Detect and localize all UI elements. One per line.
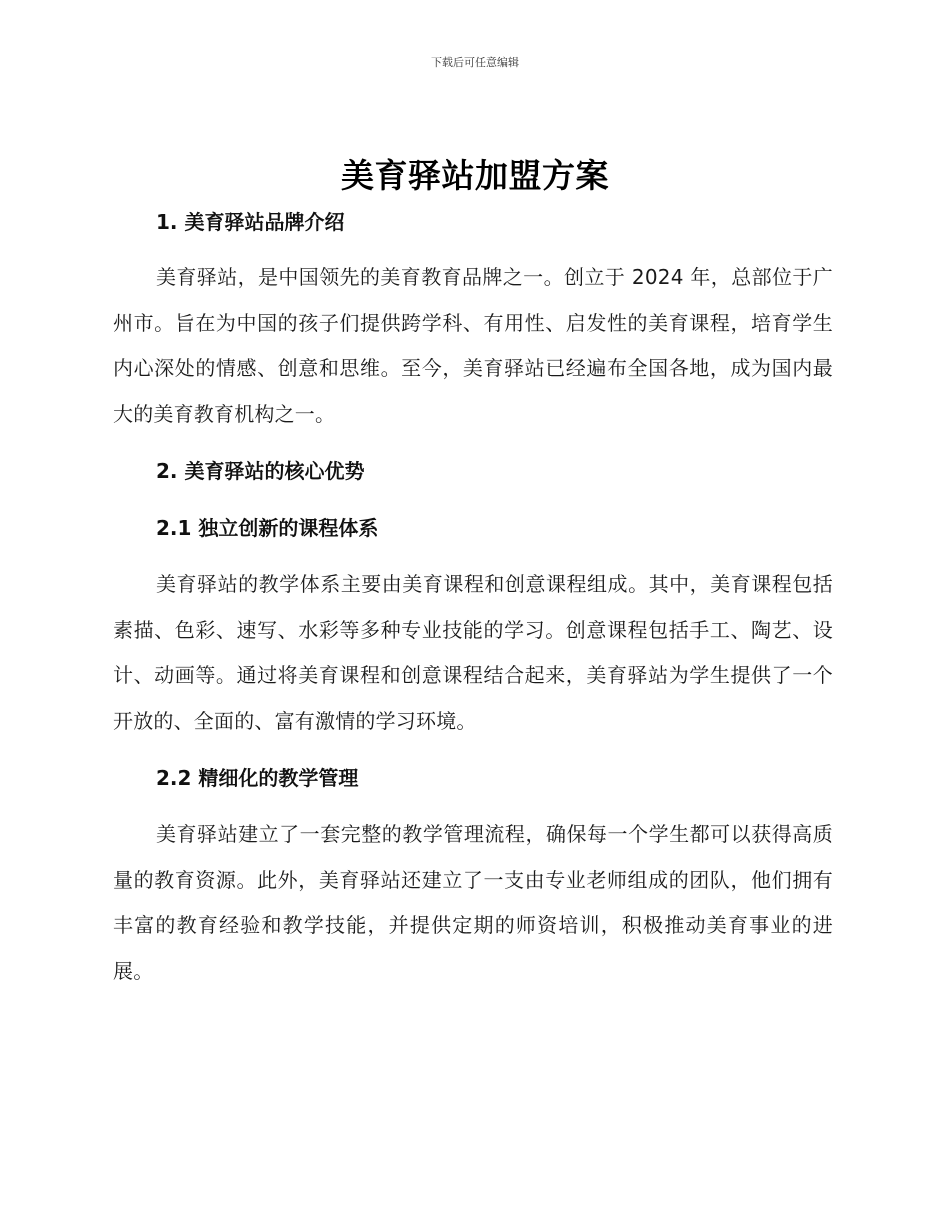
section-2-1 <box>113 514 833 542</box>
section-1-body <box>113 255 833 437</box>
document-title: 美育驿站加盟方案 <box>341 156 609 195</box>
paragraph: 美育驿站的教学体系主要由美育课程和创意课程组成。其中，美育课程包括素描、色彩、速写、水彩等多种专业技能的学习。创意课程包括手工、陶艺、设计、动画等。通过将美育课程和创意课程结合起来，美育驿站为学生提供了一个开放的、全面的、富有激情的学习环境。 <box>113 572 833 733</box>
section-1 <box>113 208 833 236</box>
section-2 <box>113 457 833 485</box>
section-heading: 2. 美育驿站的核心优势 <box>156 459 365 483</box>
header-note: 下载后可任意编辑 <box>431 56 519 69</box>
section-2-2 <box>113 764 833 792</box>
section-2-1-body <box>113 562 833 744</box>
paragraph: 美育驿站建立了一套完整的教学管理流程，确保每一个学生都可以获得高质量的教育资源。此外，美育驿站还建立了一支由专业老师组成的团队，他们拥有丰富的教育经验和教学技能，并提供定期的师资培训，积极推动美育事业的进展。 <box>113 822 833 983</box>
section-2-2-body <box>113 812 833 994</box>
subsection-heading: 2.2 精细化的教学管理 <box>156 766 359 790</box>
paragraph: 美育驿站，是中国领先的美育教育品牌之一。创立于 2024 年，总部位于广州市。旨在为中国的孩子们提供跨学科、有用性、启发性的美育课程，培育学生内心深处的情感、创意和思维。至今，美育驿站已经遍布全国各地，成为国内最大的美育教育机构之一。 <box>113 265 833 426</box>
subsection-heading: 2.1 独立创新的课程体系 <box>156 516 379 540</box>
section-heading: 1. 美育驿站品牌介绍 <box>156 210 345 234</box>
